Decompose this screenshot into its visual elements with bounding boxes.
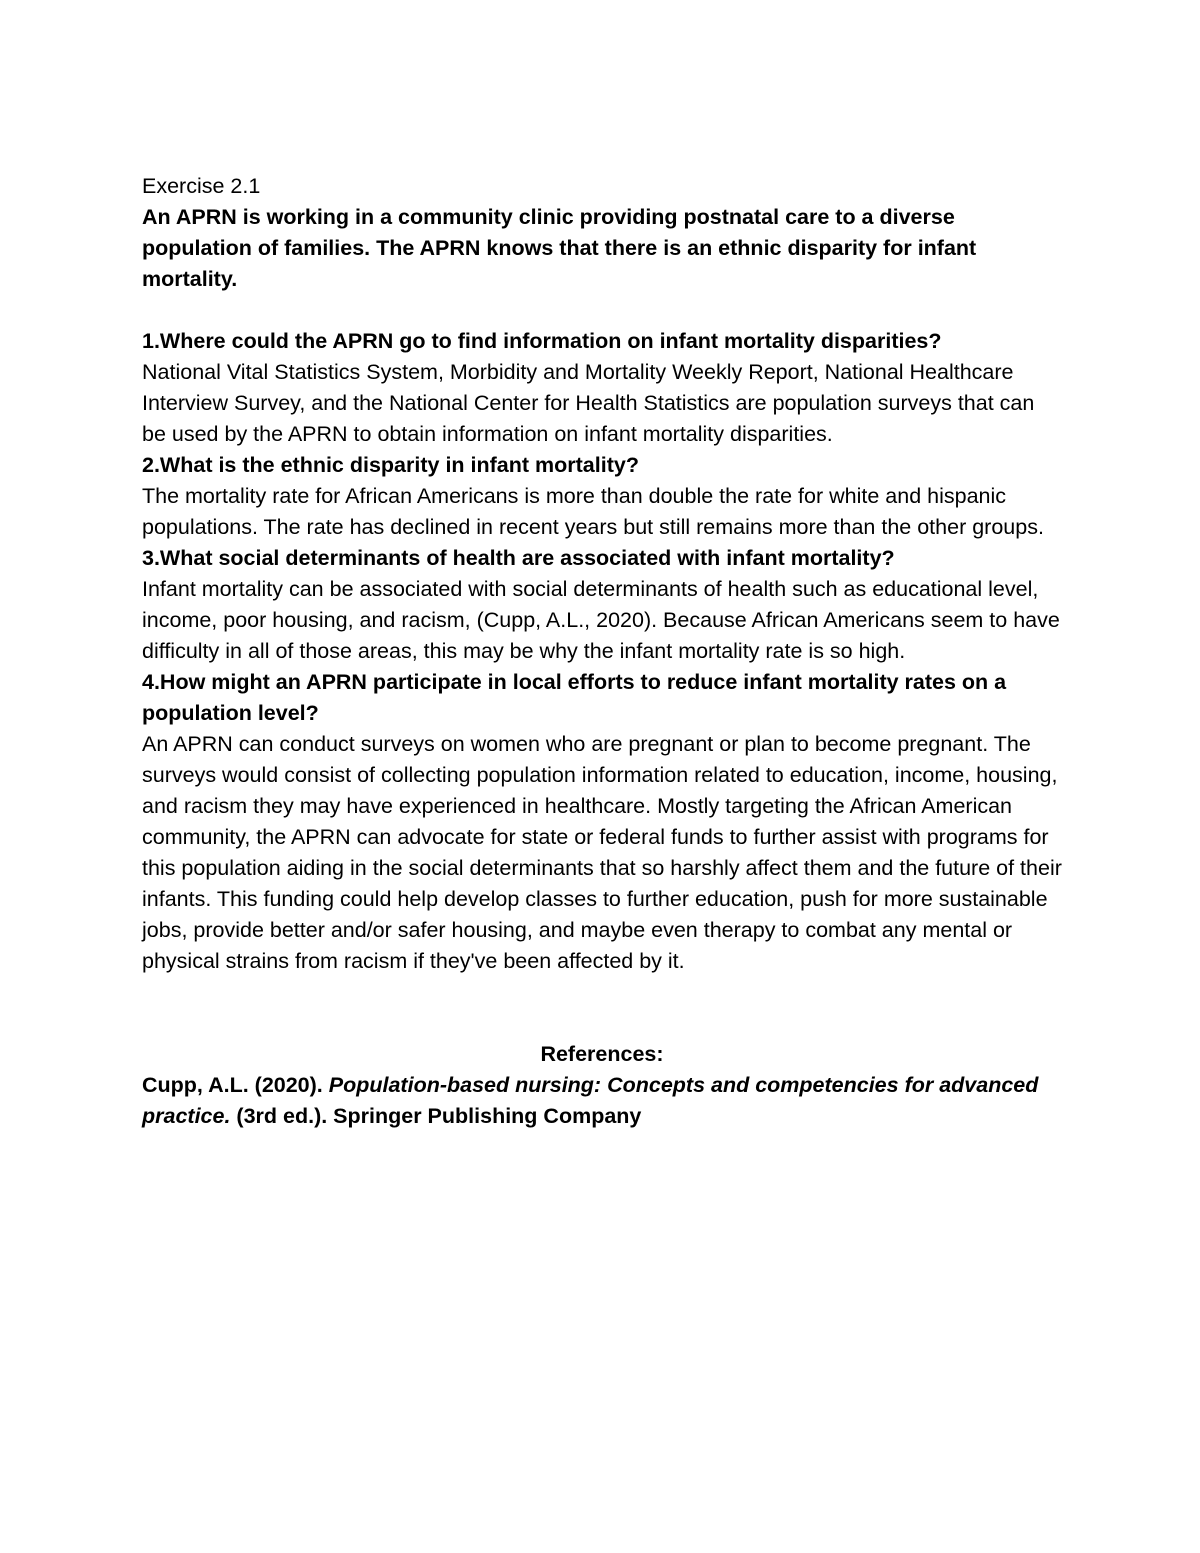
references-heading: References: [540, 1042, 664, 1066]
exercise-title: Exercise 2.1 [142, 174, 261, 198]
spacer [142, 295, 1062, 326]
question-2: 2.What is the ethnic disparity in infant mortality? [142, 453, 639, 477]
question-1: 1.Where could the APRN go to find information on infant mortality disparities? [142, 329, 942, 353]
spacer [142, 977, 1062, 1039]
scenario-text: An APRN is working in a community clinic providing postnatal care to a diverse population of families. The APRN knows that there is an ethnic disparity for infant mortality. [142, 205, 977, 291]
reference-entry [142, 1070, 1062, 1132]
answer-3: Infant mortality can be associated with social determinants of health such as educational level, income, poor housing, and racism, (Cupp, A.L., 2020). Because African Americans seem to have difficulty in all of those areas, this may be why the infant mortality rate is so high. [142, 577, 1060, 663]
reference-author: Cupp, A.L. (2020). [142, 1073, 323, 1097]
document-body [142, 171, 1062, 1132]
reference-book-title: Population-based nursing: Concepts and competencies for advanced practice. [142, 1073, 1039, 1128]
answer-1: National Vital Statistics System, Morbidity and Mortality Weekly Report, National Healthcare Interview Survey, and the National Center for Health Statistics are population surveys that can be used by the APRN to obtain information on infant mortality disparities. [142, 360, 1035, 446]
answer-4: An APRN can conduct surveys on women who are pregnant or plan to become pregnant. The surveys would consist of collecting population information related to education, income, housing, and racism they may have experienced in healthcare. Mostly targeting the African American community, the APRN can advocate for state or federal funds to further assist with programs for this population aiding in the social determinants that so harshly affect them and the future of their infants. This funding could help develop classes to further education, push for more sustainable jobs, provide better and/or safer housing, and maybe even therapy to combat any mental or physical strains from racism if they've been affected by it. [142, 732, 1062, 973]
question-4: 4.How might an APRN participate in local efforts to reduce infant mortality rates on a population level? [142, 670, 1007, 725]
reference-publisher: (3rd ed.). Springer Publishing Company [236, 1104, 642, 1128]
question-3: 3.What social determinants of health are associated with infant mortality? [142, 546, 895, 570]
answer-2: The mortality rate for African Americans is more than double the rate for white and hispanic populations. The rate has declined in recent years but still remains more than the other groups. [142, 484, 1044, 539]
